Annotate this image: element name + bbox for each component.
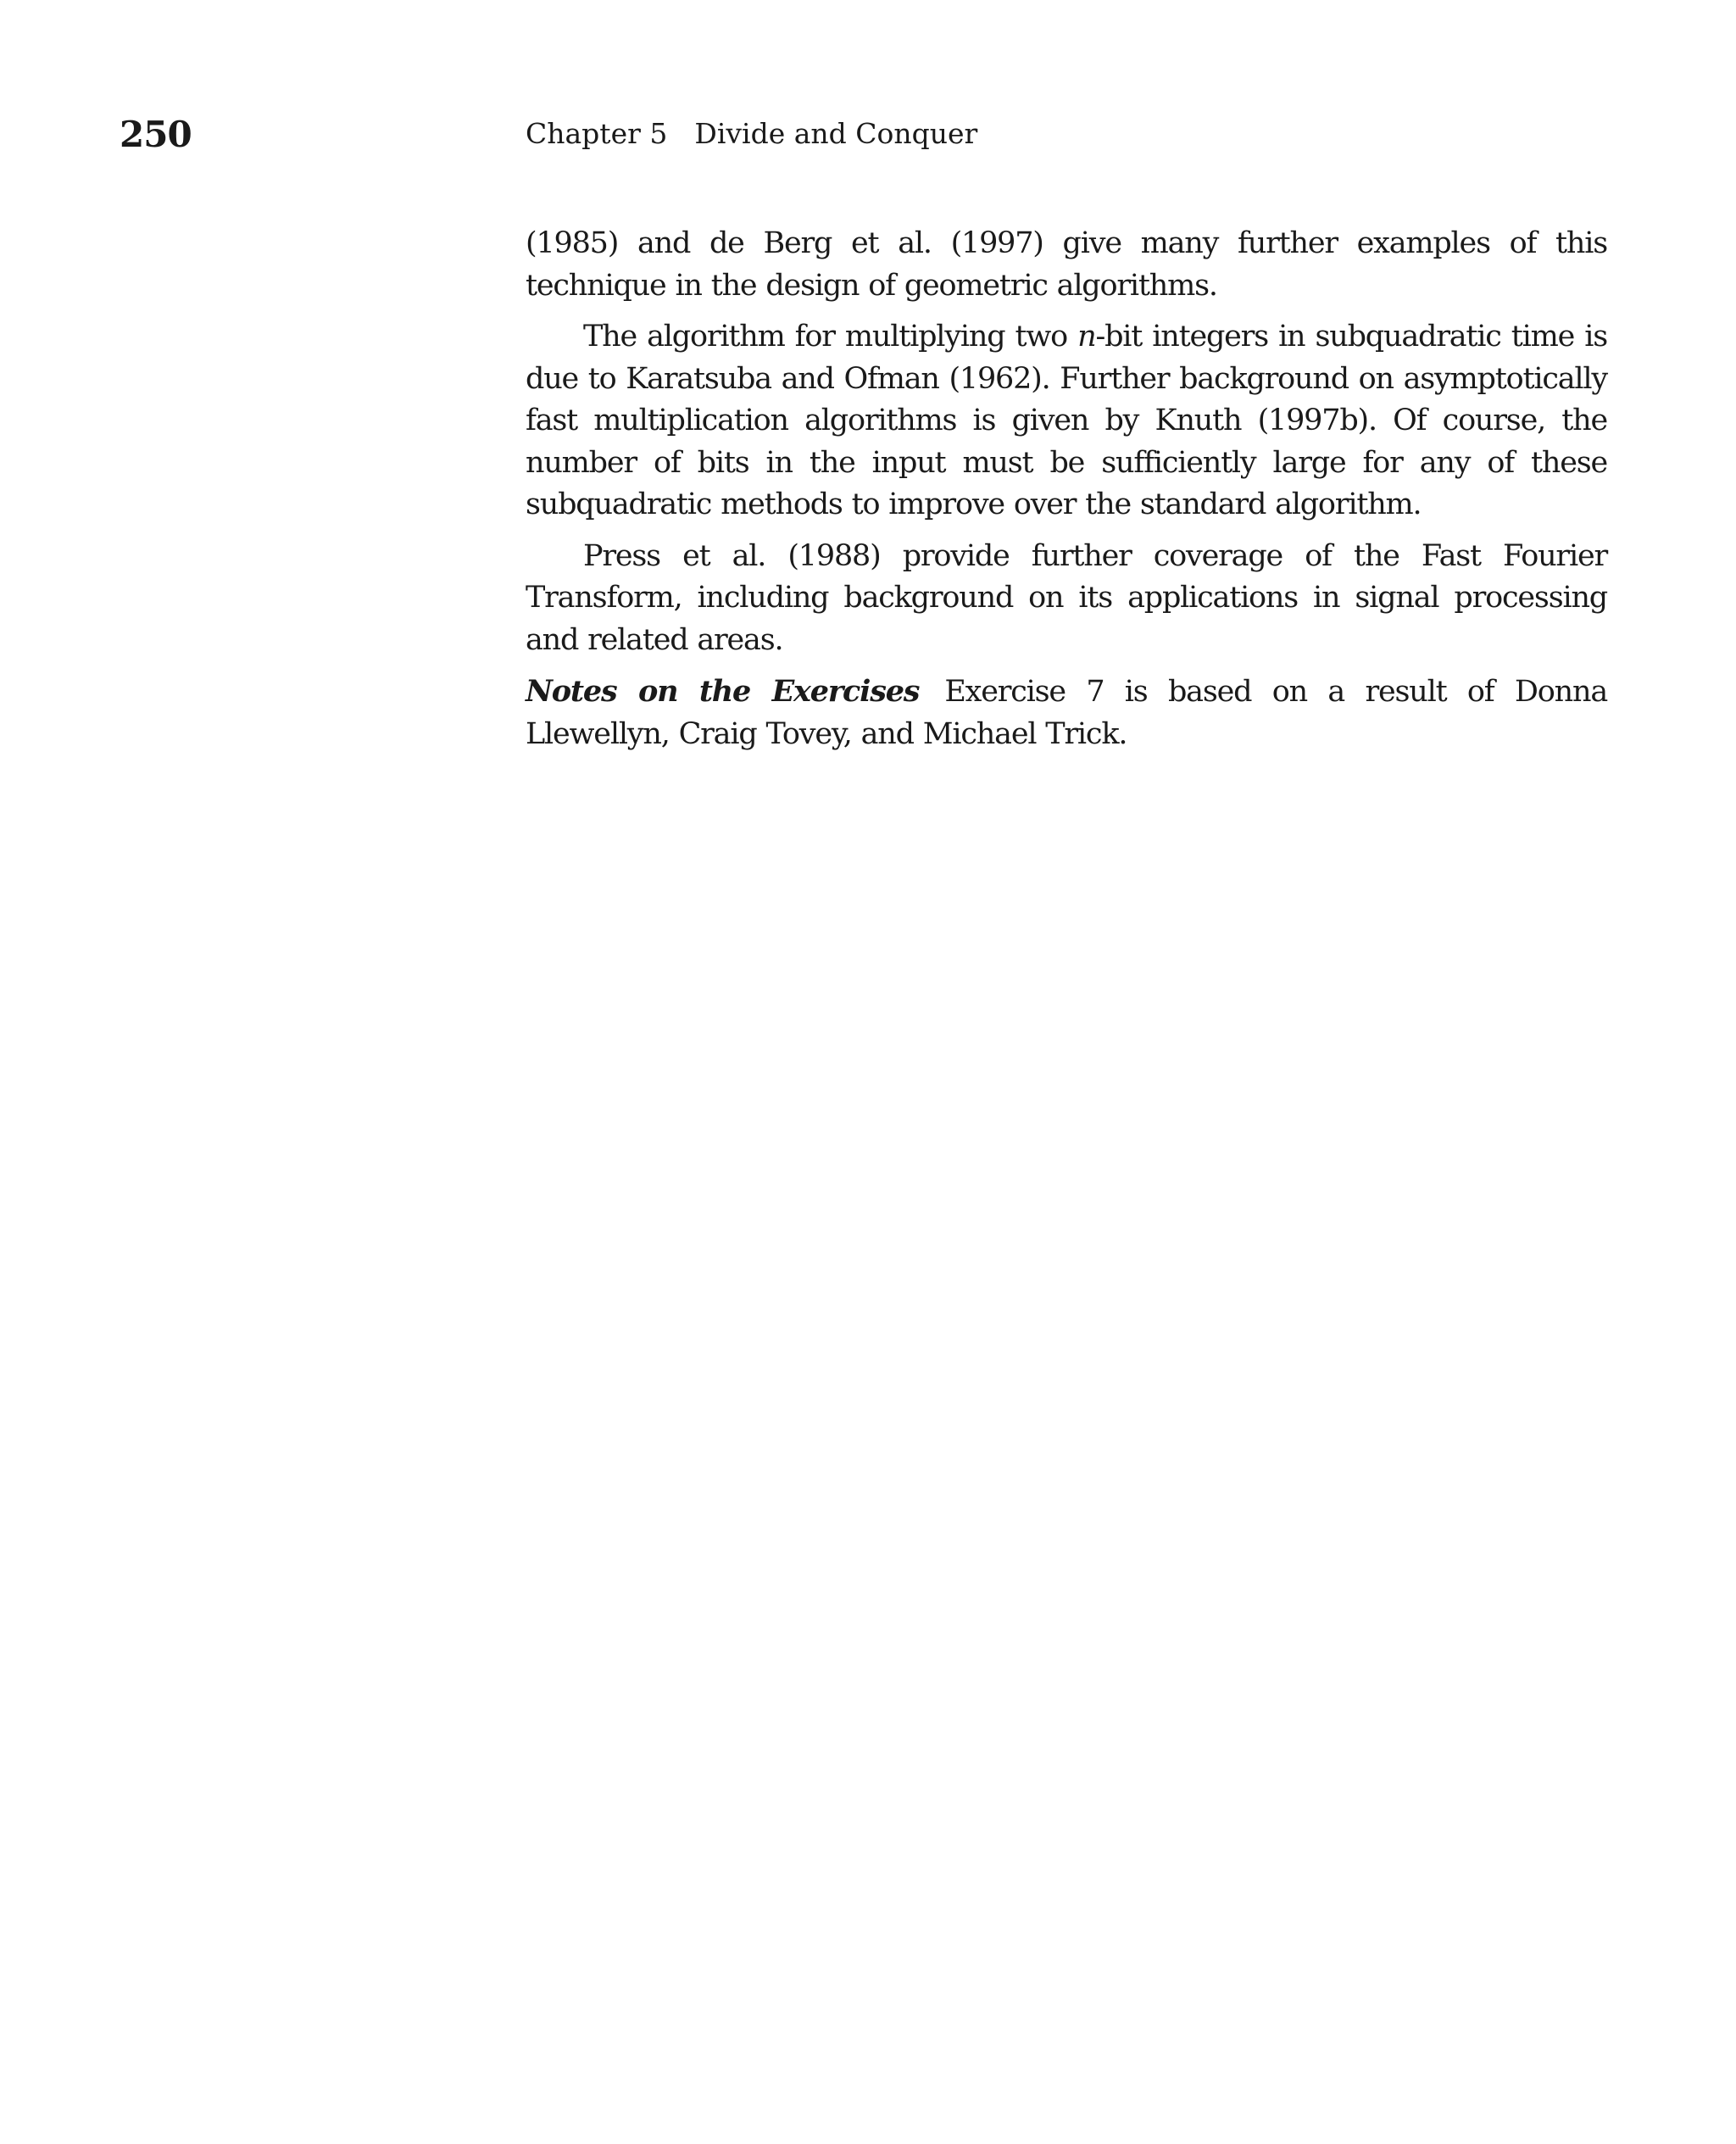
paragraph-text: -bit integers in subquadratic time is due to Karatsuba and Ofman (1962). Further background on asymptotically fast multiplication algorithms is given by Knuth (1997b). Of course, the number of bits in the input must be sufficiently large for any of these subquadratic methods to improve over the standard algorithm. (526, 320, 1607, 521)
page-number: 250 (120, 114, 192, 155)
chapter-title: Divide and Conquer (694, 117, 978, 150)
notes-on-exercises (526, 671, 1607, 755)
notes-text: Exercise 7 is based on a result of Donna Llewellyn, Craig Tovey, and Michael Trick. (526, 675, 1607, 751)
notes-heading: Notes on the Exercises (526, 674, 920, 709)
paragraph-continuation: (1985) and de Berg et al. (1997) give many further examples of this technique in the design of geometric algorithms. (526, 226, 1607, 303)
math-variable-n: n (1077, 320, 1096, 354)
paragraph-fft: Press et al. (1988) provide further coverage of the Fast Fourier Transform, including background on its applications in signal processing and related areas. (526, 538, 1607, 657)
paragraph-karatsuba (526, 316, 1607, 526)
chapter-label: Chapter 5 (526, 117, 668, 150)
body-text (526, 223, 1607, 765)
running-head (526, 115, 977, 153)
paragraph-text: The algorithm for multiplying two (583, 320, 1078, 354)
